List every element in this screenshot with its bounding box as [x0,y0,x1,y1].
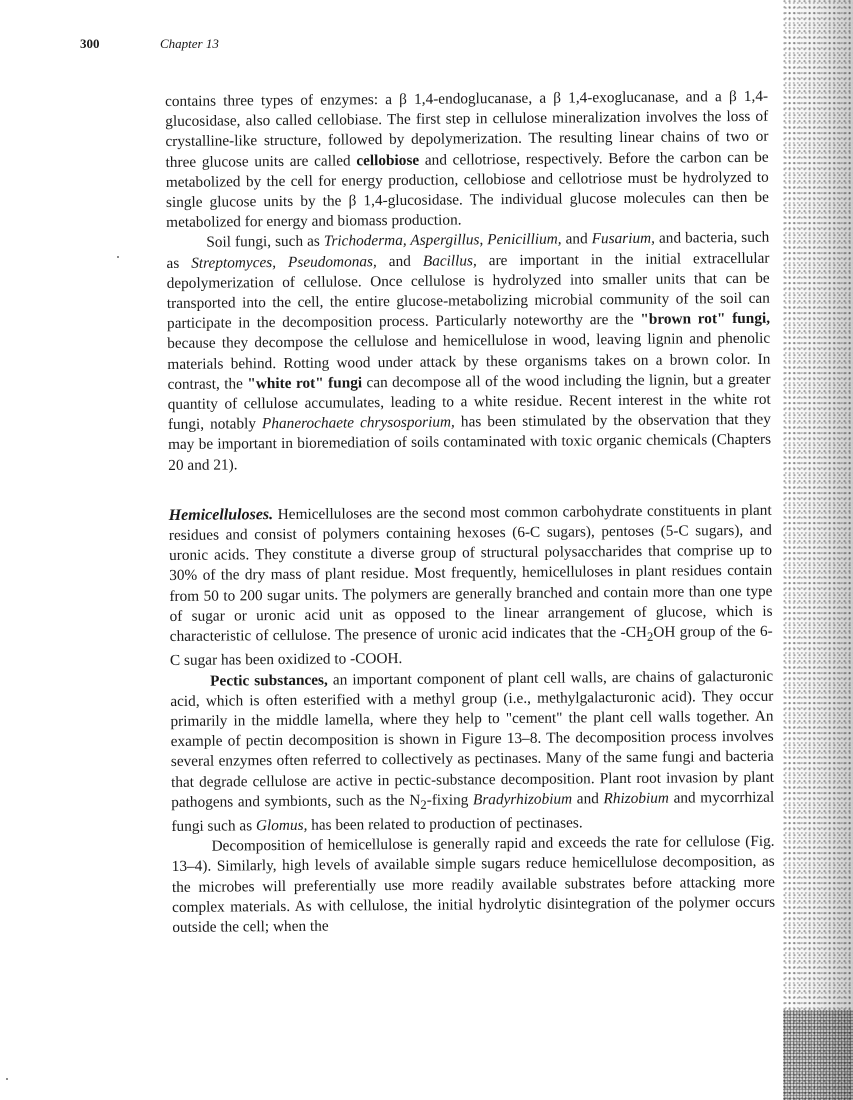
text-run: and [561,230,592,248]
taxon-fusarium: Fusarium, [591,230,656,248]
text-run: can decompose all of the wood including the lignin, but a greater quantity of cellulose accumulates, leading to a white residue. Recent interest in the white rot fungi, notably [167,370,771,434]
text-run: an important component of plant cell walls, are chains of galacturonic acid, which is often esterified with a methyl group (i.e., methylgalacturonic acid). They occur primarily in the middle lamella, where they help to "cement" the plant cell walls together. An example of pectin decomposition is shown in Figure 13–8. The decomposition process involves several enzymes often referred to collectively as pectinases. Many of the same fungi and bacteria that degrade cellulose are active in pectic-substance decomposition. Plant root invasion by plant pathogens and symbionts, such as the N [170,667,775,811]
text-run: -fixing [426,791,474,809]
taxon-names: Trichoderma, Aspergillus, Penicillium, [323,230,562,251]
text-run: Soil fungi, such as [206,233,324,252]
paragraph-decomposition [172,832,776,938]
text-run: are important in the initial extracellular depolymerization of cellulose. Once cellulose is hydrolyzed into smaller units that can be transported into the cell, the entire glucose-metabolizing microbial community of the soil can participate in the decomposition process. Particularly noteworthy are the [166,249,770,333]
running-header [80,36,219,52]
text-run: has been stimulated by the observation that they may be important in bioremediation of soils contaminated with toxic organic chemicals (Chapters 20 and 21). [168,410,772,474]
term-cellobiose: cellobiose [356,151,420,169]
chapter-label: Chapter 13 [160,36,219,51]
subscript: 2 [420,797,427,812]
body-text [165,87,775,938]
term-pectic-substances: Pectic substances, [210,671,328,690]
text-run: contains three types of enzymes: a β 1,4-endoglucanase, a β 1,4-exoglucanase, and a β 1,4-glucosidase, also called cellobiase. The first step in cellulose mineralization involves the loss of crystalline-like structure, followed by depolymerization. The resulting linear chains of two or three glucose units are called [165,87,769,171]
text-run: and cellotriose, respectively. Before the carbon can be metabolized by the cell for energy production, cellobiose and cellotriose must be hydrolyzed to single glucose units by the β 1,4-glucosidase. The individual glucose molecules can then be metabolized for energy and biomass production. [165,148,770,232]
text-run: OH group of the 6-C sugar has been oxidized to -COOH. [169,622,773,670]
taxon-rhizobium: Rhizobium [603,789,669,807]
term-brown-rot: "brown rot" fungi, [640,309,771,329]
paragraph-cellulose-enzymes [165,87,769,234]
paragraph-pectic-substances [170,666,774,837]
paragraph-soil-fungi [166,228,771,476]
taxon-bacillus: Bacillus, [422,251,477,270]
taxon-phanerochaete: Phanerochaete chrysosporium, [261,413,455,433]
text-run: and [572,789,604,808]
text-run: Decomposition of hemicellulose is generally rapid and exceeds the rate for cellulose (Fig. 13–4). Similarly, high levels of available simple sugars reduce hemicellulose decomposition, as the microbes will preferentially use more readily available substrates before attacking more complex materials. As with cellulose, the initial hydrolytic disintegration of the polymer occurs outside the cell; when the [171,832,776,936]
scan-speck [117,256,119,258]
taxon-bradyrhizobium: Bradyrhizobium [472,790,573,809]
text-run: and bacteria, such as [166,229,770,272]
page-number: 300 [80,36,100,51]
scan-corner-shadow [783,1010,853,1100]
text-run: because they decompose the cellulose and hemicellulose in wood, leaving lignin and phenolic materials behind. Rotting wood under attack by these organisms takes on a brown color. In contrast, the [167,330,771,393]
subscript: 2 [646,629,654,644]
scan-margin-noise [783,0,853,1100]
text-run: and [376,252,423,270]
text-run: has been related to production of pectinases. [307,814,583,834]
section-title: Hemicelluloses. [168,505,274,524]
text-run: and mycorrhizal fungi such as [171,788,775,835]
paragraph-hemicelluloses [169,501,773,672]
text-run: Hemicelluloses are the second most common carbohydrate constituents in plant residues and consist of polymers containing hexoses (6-C sugars), pentoses (5-C sugars), and uronic acids. They constitute a diverse group of structural polysaccharides that comprise up to 30% of the dry mass of plant residue. Most frequently, hemicelluloses in plant residues contain from 50 to 200 sugar units. The polymers are generally branched and contain more than one type of sugar or uronic acid unit as opposed to the linear arrangement of glucose, which is characteristic of cellulose. The presence of uronic acid indicates that the -CH [168,501,773,646]
taxon-glomus: Glomus, [255,816,308,835]
taxon-names: Streptomyces, Pseudomonas, [191,252,377,272]
term-white-rot: "white rot" fungi [247,374,363,393]
scan-speck [6,1078,8,1080]
